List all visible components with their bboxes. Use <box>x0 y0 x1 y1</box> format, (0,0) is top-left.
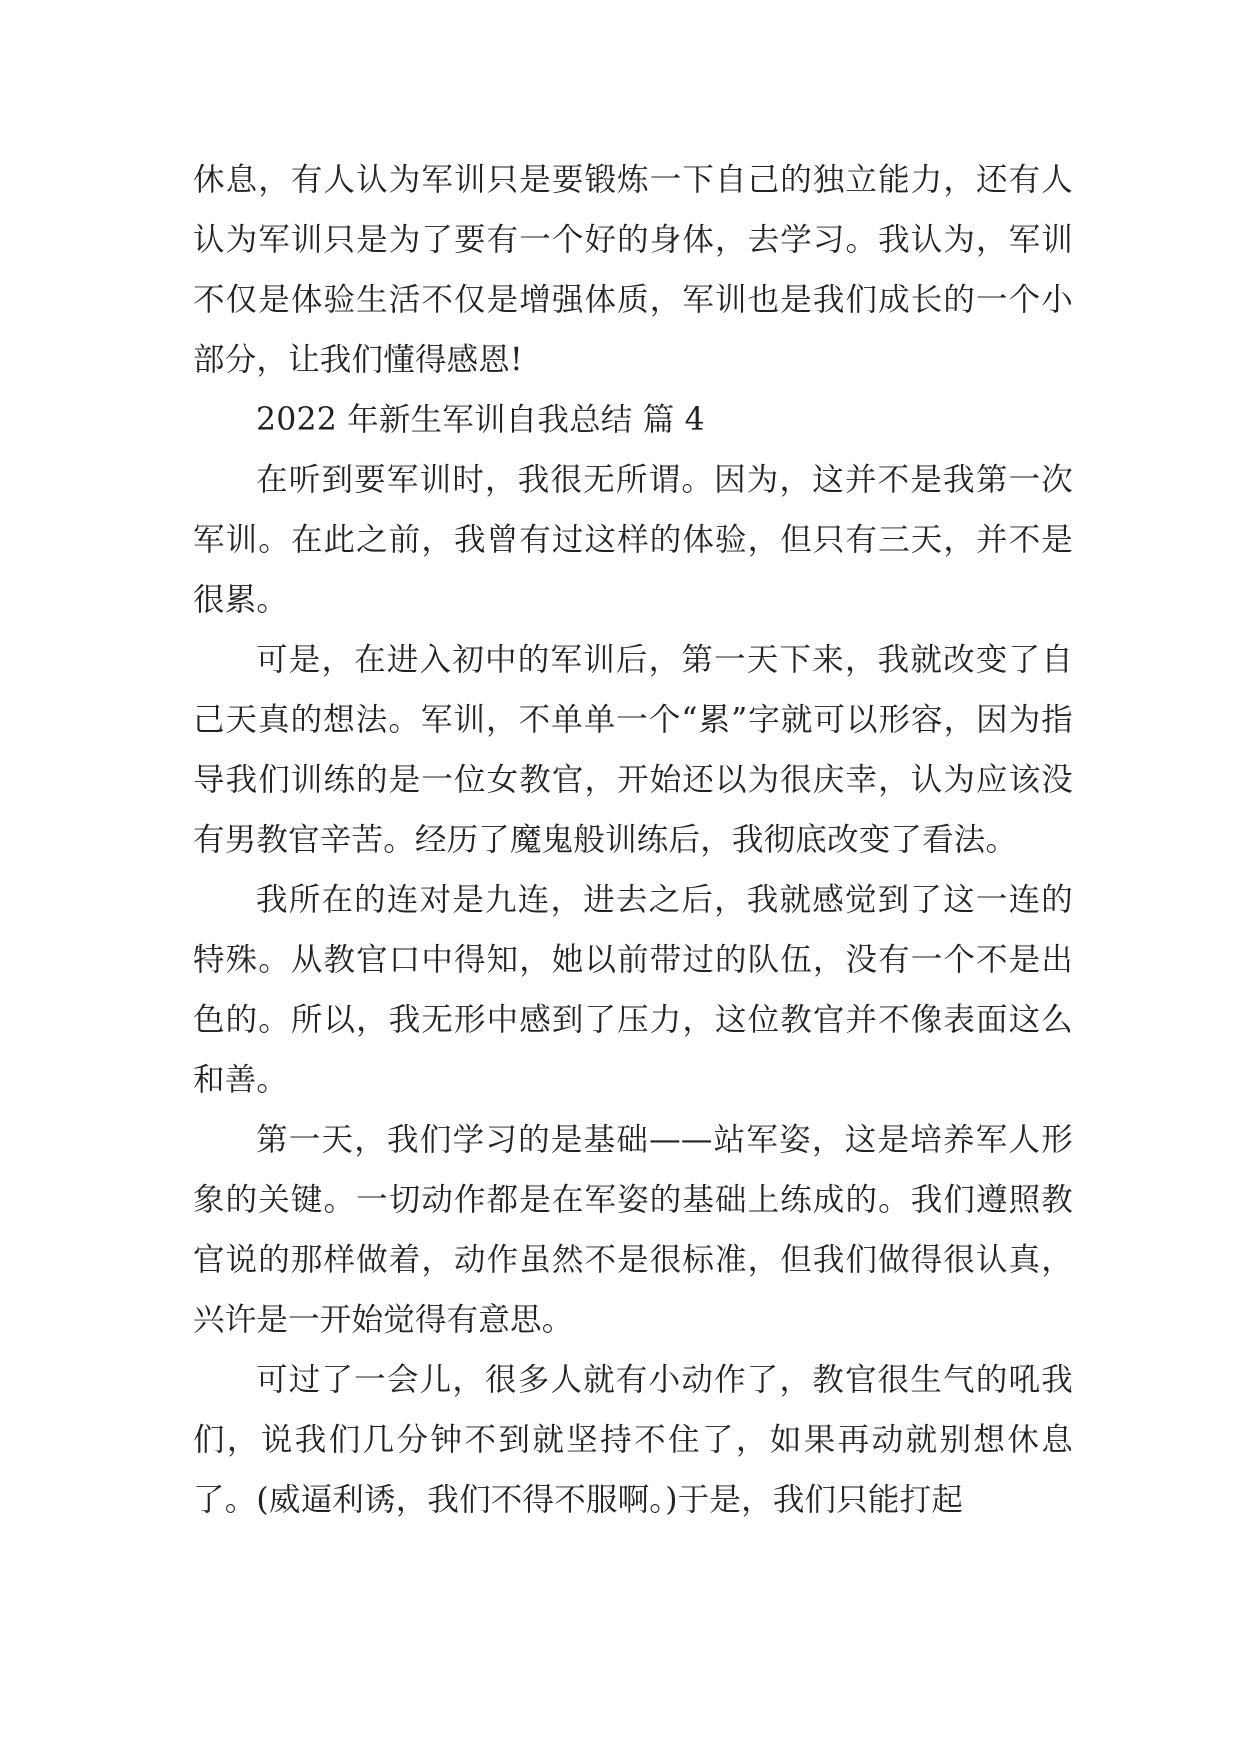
paragraph: 在听到要军训时，我很无所谓。因为，这并不是我第一次军训。在此之前，我曾有过这样的体验，但只有三天，并不是很累。 <box>193 462 1073 618</box>
paragraph: 可过了一会儿，很多人就有小动作了，教官很生气的吼我们，说我们几分钟不到就坚持不住了，如果再动就别想休息了。(威逼利诱，我们不得不服啊。)于是，我们只能打起 <box>193 1362 1073 1518</box>
document-page <box>193 150 1073 1530</box>
paragraph: 可是，在进入初中的军训后，第一天下来，我就改变了自己天真的想法。军训，不单单一个“累”字就可以形容，因为指导我们训练的是一位女教官，开始还以为很庆幸，认为应该没有男教官辛苦。经历了魔鬼般训练后，我彻底改变了看法。 <box>193 642 1073 858</box>
paragraph-continuation: 休息，有人认为军训只是要锻炼一下自己的独立能力，还有人认为军训只是为了要有一个好的身体，去学习。我认为，军训不仅是体验生活不仅是增强体质，军训也是我们成长的一个小部分，让我们懂得感恩! <box>193 162 1073 378</box>
section-heading: 2022 年新生军训自我总结 篇 4 <box>256 402 705 438</box>
paragraph: 第一天，我们学习的是基础——站军姿，这是培养军人形象的关键。一切动作都是在军姿的基础上练成的。我们遵照教官说的那样做着，动作虽然不是很标准，但我们做得很认真，兴许是一开始觉得有意思。 <box>193 1122 1073 1338</box>
paragraph: 我所在的连对是九连，进去之后，我就感觉到了这一连的特殊。从教官口中得知，她以前带过的队伍，没有一个不是出色的。所以，我无形中感到了压力，这位教官并不像表面这么和善。 <box>193 882 1073 1098</box>
